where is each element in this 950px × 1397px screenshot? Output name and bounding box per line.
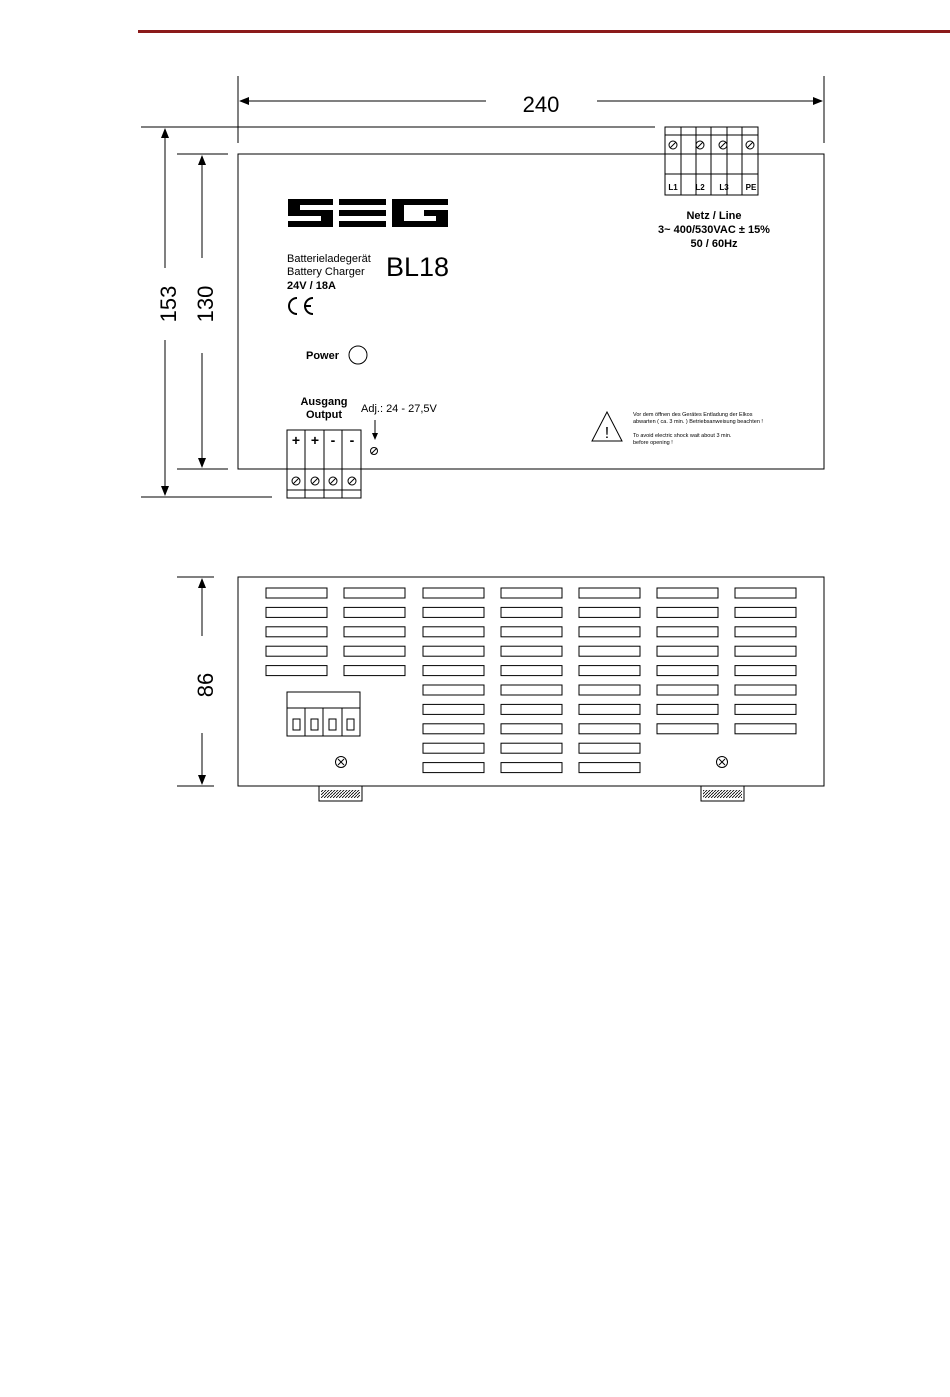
output-terminal-bottom — [287, 692, 360, 736]
vent-slot — [501, 666, 562, 676]
warning-text-en-1: To avoid electric shock wait about 3 min. — [633, 433, 732, 439]
vent-slot — [579, 763, 640, 773]
vent-slot — [266, 588, 327, 598]
vent-slot — [735, 724, 796, 734]
dimension-height-total-label: 153 — [156, 285, 181, 323]
ventilation-slots — [266, 588, 796, 773]
vent-slot — [344, 666, 405, 676]
front-view — [141, 76, 824, 498]
output-label-en: Output — [305, 409, 343, 421]
vent-slot — [579, 646, 640, 656]
vent-slot — [423, 607, 484, 617]
vent-slot — [579, 588, 640, 598]
vent-slot — [579, 704, 640, 714]
mains-terminal-l2: L2 — [695, 183, 705, 192]
dimension-depth — [177, 577, 218, 786]
vent-slot — [266, 627, 327, 637]
device-model: BL18 — [386, 252, 450, 282]
vent-slot — [501, 743, 562, 753]
mounting-screw-left — [336, 757, 347, 768]
warning-text-en-2: before opening ! — [633, 440, 673, 446]
output-terminal-4: - — [349, 432, 355, 448]
vent-slot — [423, 588, 484, 598]
device-name-de: Batterieladegerät — [287, 253, 371, 265]
vent-slot — [735, 666, 796, 676]
adjust-label: Adj.: 24 - 27,5V — [361, 403, 437, 415]
vent-slot — [266, 607, 327, 617]
vent-slot — [657, 666, 718, 676]
header-rule — [138, 30, 950, 33]
vent-slot — [423, 704, 484, 714]
vent-slot — [657, 646, 718, 656]
vent-slot — [423, 646, 484, 656]
vent-slot — [423, 724, 484, 734]
vent-slot — [579, 666, 640, 676]
warning-text-de-2: abwarten ( ca. 3 min. ) Betriebsanweisung beachten ! — [633, 419, 763, 425]
vent-slot — [423, 666, 484, 676]
mains-terminal-pe: PE — [745, 183, 757, 192]
device-rating: 24V / 18A — [287, 280, 336, 292]
vent-slot — [501, 607, 562, 617]
adjust-potentiometer — [371, 420, 379, 455]
vent-slot — [735, 685, 796, 695]
vent-slot — [266, 666, 327, 676]
vent-slot — [735, 627, 796, 637]
warning-icon — [592, 412, 622, 442]
warning-text-de-1: Vor dem öffnen des Gerätes Entladung der Elkos — [633, 412, 753, 418]
vent-slot — [501, 588, 562, 598]
vent-slot — [423, 763, 484, 773]
dimension-width — [238, 76, 824, 143]
vent-slot — [735, 646, 796, 656]
vent-slot — [266, 646, 327, 656]
vent-slot — [735, 588, 796, 598]
vent-slot — [579, 743, 640, 753]
vent-slot — [735, 607, 796, 617]
output-terminal-3: - — [330, 432, 336, 448]
vent-slot — [657, 627, 718, 637]
mains-frequency: 50 / 60Hz — [690, 238, 738, 250]
vent-slot — [344, 588, 405, 598]
device-name-en: Battery Charger — [287, 266, 365, 278]
din-clip-right — [701, 786, 744, 801]
vent-slot — [501, 704, 562, 714]
output-label-de: Ausgang — [300, 396, 348, 408]
svg-text:!: ! — [604, 425, 610, 442]
vent-slot — [501, 763, 562, 773]
vent-slot — [579, 685, 640, 695]
vent-slot — [579, 724, 640, 734]
dimension-width-label: 240 — [522, 92, 560, 117]
vent-slot — [501, 627, 562, 637]
vent-slot — [344, 607, 405, 617]
vent-slot — [423, 685, 484, 695]
mains-voltage: 3~ 400/530VAC ± 15% — [658, 224, 770, 236]
vent-slot — [501, 646, 562, 656]
vent-slot — [579, 627, 640, 637]
mounting-screw-right — [717, 757, 728, 768]
dimension-height-case — [177, 154, 228, 469]
vent-slot — [657, 704, 718, 714]
mains-terminal-block — [665, 127, 758, 195]
vent-slot — [657, 588, 718, 598]
vent-slot — [501, 685, 562, 695]
seg-logo — [288, 199, 448, 227]
vent-slot — [657, 685, 718, 695]
mains-terminal-l3: L3 — [719, 183, 729, 192]
vent-slot — [579, 607, 640, 617]
vent-slot — [657, 724, 718, 734]
dimension-height-case-label: 130 — [193, 285, 218, 323]
power-label: Power — [306, 350, 340, 362]
dimension-height-total — [141, 127, 655, 497]
mains-terminal-l1: L1 — [668, 183, 678, 192]
ce-mark — [289, 298, 313, 314]
vent-slot — [501, 724, 562, 734]
din-clip-left — [319, 786, 362, 801]
vent-slot — [657, 607, 718, 617]
dimension-depth-label: 86 — [193, 672, 218, 698]
power-indicator — [349, 346, 367, 364]
vent-slot — [735, 704, 796, 714]
vent-slot — [344, 627, 405, 637]
output-terminal-block — [287, 430, 361, 498]
bottom-view — [177, 577, 824, 801]
mains-title: Netz / Line — [686, 210, 742, 222]
vent-slot — [423, 743, 484, 753]
output-terminal-2: + — [310, 432, 320, 448]
output-terminal-1: + — [291, 432, 301, 448]
bottom-housing — [238, 577, 824, 786]
vent-slot — [344, 646, 405, 656]
vent-slot — [423, 627, 484, 637]
